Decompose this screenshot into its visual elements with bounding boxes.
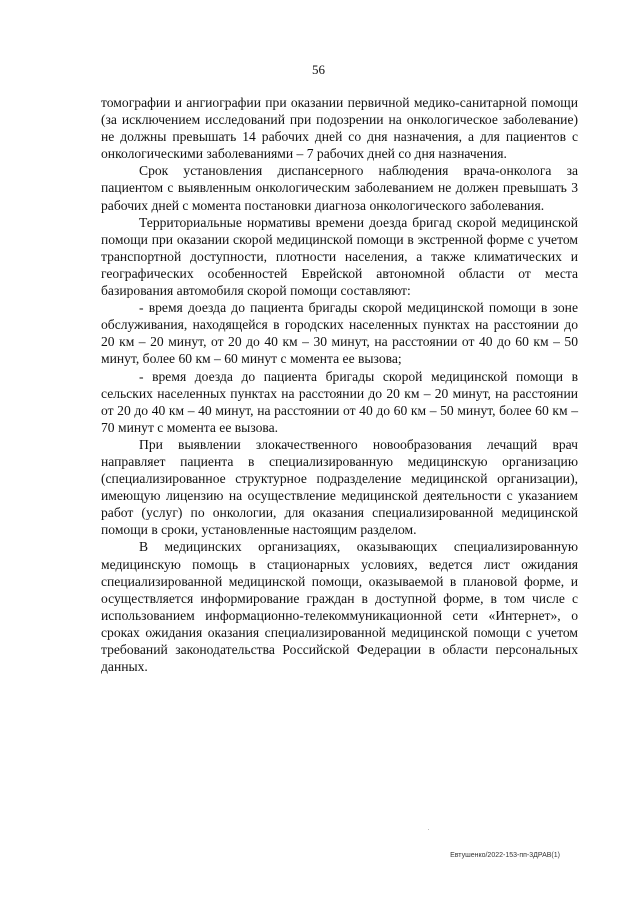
page-number: 56 — [312, 62, 325, 77]
paragraph-waiting-list: В медицинских организациях, оказывающих специализированную медицинскую помощь в стационарных условиях, ведется лист ожидания специализированной медицинской помощи, оказываемой в плановой форме, и осуществляется информирование граждан в доступной форме, в том числе с использованием информационно-телекоммуникационной сети «Интернет», о сроках ожидания оказания специализированной медицинской помощи с учетом требований законодательства Российской Федерации в области персональных данных. — [101, 539, 578, 675]
paragraph-continued: томографии и ангиографии при оказании первичной медико-санитарной помощи (за исключением исследований при подозрении на онкологическое заболевание) не должны превышать 14 рабочих дней со дня назначения, а для пациентов с онкологическими заболеваниями – 7 рабочих дней со дня назначения. — [101, 95, 578, 162]
list-item-urban-arrival-time: - время доезда до пациента бригады скорой медицинской помощи в зоне обслуживания, находящейся в городских населенных пунктах на расстоянии до 20 км – 20 минут, от 20 до 40 км – 30 минут, на расстоянии от 40 до 60 км – 50 минут, более 60 км – 60 минут с момента ее вызова; — [101, 300, 578, 367]
paragraph-oncology-referral: При выявлении злокачественного новообразования лечащий врач направляет пациента в специализированную медицинскую организацию (специализированное структурное подразделение медицинской организации), имеющую лицензию на осуществление медицинской деятельности с указанием работ (услуг) по онкологии, для оказания специализированной медицинской помощи в сроки, установленные настоящим разделом. — [101, 436, 578, 538]
paragraph-ambulance-norms: Территориальные нормативы времени доезда бригад скорой медицинской помощи при оказании скорой медицинской помощи в экстренной форме с учетом транспортной доступности, плотности населения, а также климатических и географических особенностей Еврейской автономной области от места базирования автомобиля скорой помощи составляют: — [101, 214, 578, 299]
scan-speck — [428, 829, 429, 830]
document-footer-code: Евтушенко/2022-153-пп-3ДРАВ(1) — [450, 852, 560, 859]
paragraph-dispensary-observation: Срок установления диспансерного наблюдения врача-онколога за пациентом с выявленным онкологическим заболеванием не должен превышать 3 рабочих дней с момента постановки диагноза онкологического заболевания. — [101, 163, 578, 213]
document-body — [101, 94, 578, 675]
list-item-rural-arrival-time: - время доезда до пациента бригады скорой медицинской помощи в сельских населенных пунктах на расстоянии до 20 км – 20 минут, на расстоянии от 20 до 40 км – 40 минут, на расстоянии от 40 до 60 км – 50 минут, более 60 км – 70 минут с момента ее вызова. — [101, 368, 578, 435]
